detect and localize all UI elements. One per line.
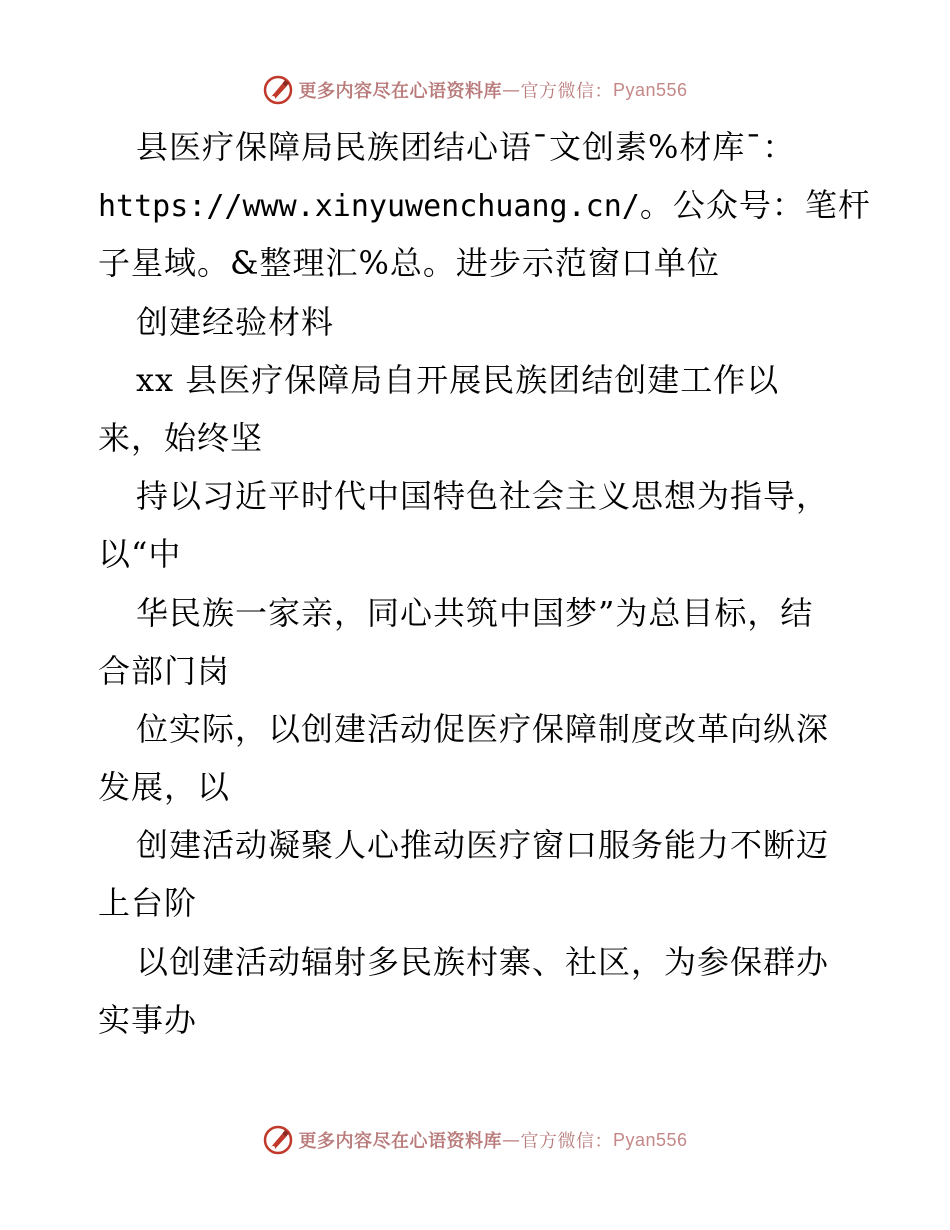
banner-wechat-label: 官方微信 <box>520 1131 595 1152</box>
banner-wechat-id: Pyan556 <box>612 1129 688 1150</box>
banner-wechat-label: 官方微信 <box>520 81 595 102</box>
banner-colon: ： <box>594 81 613 102</box>
text-line: 合部门岗 <box>98 651 231 690</box>
banner-dash: — <box>501 79 521 101</box>
text-line: 上台阶 <box>98 884 198 923</box>
pen-nib-logo-icon <box>262 1124 294 1156</box>
text-line: https://www.xinyuwenchuang.cn/。公众号：笔杆 <box>98 186 871 225</box>
text-line: 发展，以 <box>98 768 231 807</box>
text-line: 华民族一家亲，同心共筑中国梦”为总目标，结 <box>136 593 814 632</box>
text-line: xx 县医疗保障局自开展民族团结创建工作以 <box>136 360 780 399</box>
banner-colon: ： <box>594 1131 613 1152</box>
text-line: 县医疗保障局民族团结心语¯文创素%材库¯： <box>136 128 796 166</box>
text-line: 创建经验材料 <box>136 302 335 341</box>
footer-banner <box>0 1120 950 1160</box>
banner-wechat-id: Pyan556 <box>612 79 688 100</box>
text-line: 以创建活动辐射多民族村寨、社区，为参保群办 <box>136 942 830 981</box>
text-line: 位实际，以创建活动促医疗保障制度改革向纵深 <box>136 709 830 748</box>
document-body <box>98 118 871 1049</box>
text-line: 实事办 <box>98 1000 198 1039</box>
banner-dash: — <box>501 1129 521 1151</box>
header-banner <box>0 70 950 110</box>
banner-main-text: 更多内容尽在心语资料库 <box>298 1131 502 1152</box>
text-line: 以“中 <box>98 535 182 574</box>
text-line: 来，始终坚 <box>98 418 264 457</box>
text-line: 创建活动凝聚人心推动医疗窗口服务能力不断迈 <box>136 826 830 865</box>
text-line: 持以习近平时代中国特色社会主义思想为指导， <box>136 477 830 516</box>
banner-main-text: 更多内容尽在心语资料库 <box>298 81 502 102</box>
text-line: 子星域。&整理汇%总。进步示范窗口单位 <box>98 244 720 283</box>
pen-nib-logo-icon <box>262 74 294 106</box>
